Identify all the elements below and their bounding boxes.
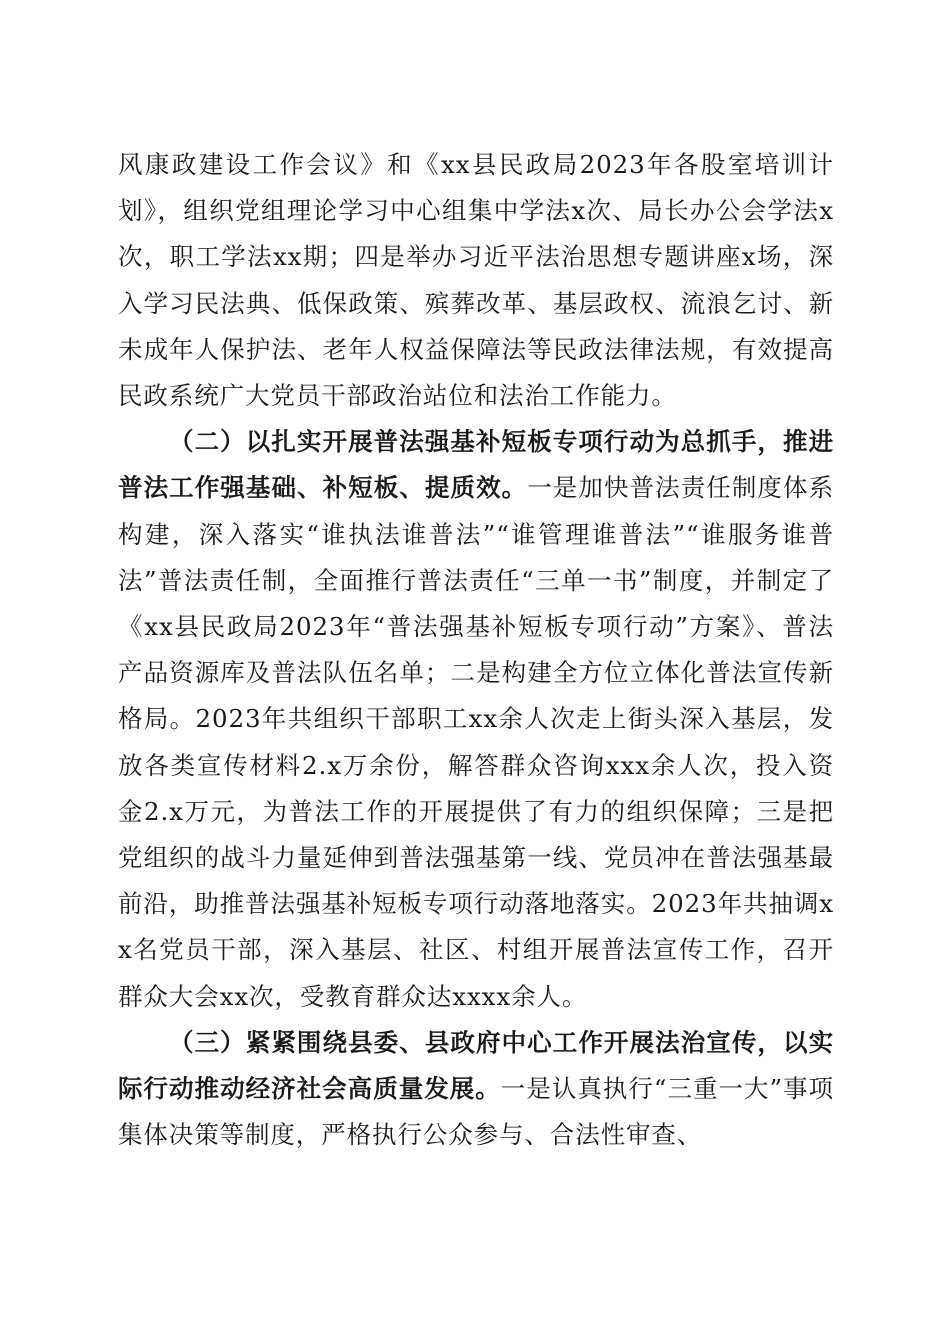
paragraph-text: 一是加快普法责任制度体系构建，深入落实“谁执法谁普法”“谁管理谁普法”“谁服务谁普法”普法责任制，全面推行普法责任“三单一书”制度，并制定了《xx县民政局2023年“普法强基补短板专项行动”方案》、普法产品资源库及普法队伍名单；二是构建全方位立体化普法宣传新格局。2023年共组织干部职工xx余人次走上街头深入基层，发放各类宣传材料2.x万余份，解答群众咨询xxx余人次，投入资金2.x万元，为普法工作的开展提供了有力的组织保障；三是把党组织的战斗力量延伸到普法强基第一线、党员冲在普法强基最前沿，助推普法强基补短板专项行动落地落实。2023年共抽调xx名党员干部，深入基层、社区、村组开展普法宣传工作，召开群众大会xx次，受教育群众达xxxx余人。 (118, 473, 834, 1011)
paragraph-text: 风康政建设工作会议》和《xx县民政局2023年各股室培训计划》，组织党组理论学习中心组集中学法x次、局长办公会学法x次，职工学法xx期；四是举办习近平法治思想专题讲座x场，深入学习民法典、低保政策、殡葬改革、基层政权、流浪乞讨、新未成年人保护法、老年人权益保障法等民政法律法规，有效提高民政系统广大党员干部政治站位和法治工作能力。 (118, 150, 834, 411)
paragraph-continued (118, 142, 834, 419)
section-heading: （三）紧紧围绕县委、县政府中心工作开展法治宣传，以实际行动推动经济社会高质量发展。 (118, 1027, 834, 1104)
paragraph-section-3 (118, 1020, 834, 1159)
section-heading: （二）以扎实开展普法强基补短板专项行动为总抓手，推进普法工作强基础、补短板、提质效。 (118, 427, 834, 503)
document-body (118, 142, 834, 1158)
paragraph-section-2 (118, 419, 834, 1020)
paragraph-text: 一是认真执行“三重一大”事项集体决策等制度，严格执行公众参与、合法性审查、 (118, 1074, 834, 1150)
